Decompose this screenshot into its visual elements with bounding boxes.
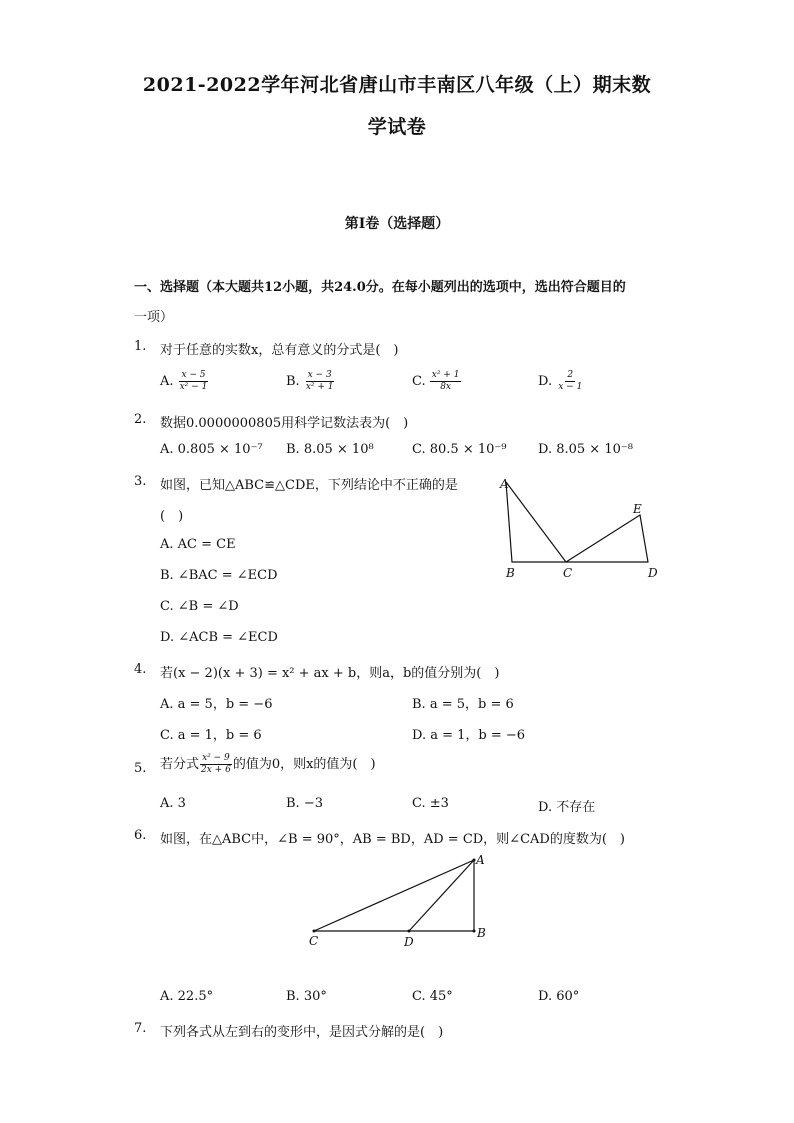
vertex-label-c: C [309, 934, 319, 948]
option-b[interactable]: B. 30° [286, 989, 327, 1004]
vertex-label-e: E [633, 502, 642, 516]
question-number: 1. [134, 339, 147, 354]
question-stem: 如图，已知△ABC≌△CDE，下列结论中不正确的是 [160, 478, 458, 493]
option-b[interactable]: B. a = 5，b = 6 [412, 697, 514, 712]
option-label: A. [160, 374, 174, 389]
option-b[interactable]: B. ∠BAC = ∠ECD [160, 568, 278, 583]
point-c [313, 930, 316, 933]
fraction: $\frac{2}{x - 1}$ [558, 370, 583, 392]
paper-title-line1: 2021-2022学年河北省唐山市丰南区八年级（上）期末数 [142, 74, 652, 96]
option-a[interactable]: A. 3 [160, 796, 186, 811]
option-a[interactable]: A. 0.805 × 10⁻⁷ [160, 442, 263, 457]
triangle-cde [566, 515, 648, 562]
question-number: 7. [134, 1021, 147, 1036]
vertex-label-d: D [404, 935, 414, 949]
vertex-label-b: B [506, 566, 515, 580]
vertex-label-a: A [500, 477, 509, 491]
option-c[interactable] [412, 370, 461, 393]
question-stem: 下列各式从左到右的变形中，是因式分解的是( ) [160, 1025, 444, 1040]
option-a[interactable] [160, 370, 209, 393]
segment-ad [409, 860, 474, 931]
question-stem: 如图，在△ABC中，∠B = 90°，AB = BD，AD = CD，则∠CAD的度数为( ) [160, 832, 625, 847]
option-a[interactable]: A. 22.5° [160, 989, 214, 1004]
fraction: $\frac{x - 3}{\text{x² + 1}}$ [305, 370, 334, 392]
question-number: 3. [134, 474, 147, 489]
answer-paren: ( ) [160, 509, 184, 524]
triangle-abc [506, 482, 566, 562]
option-d[interactable]: D. 不存在 [538, 800, 596, 815]
option-c[interactable]: C. 80.5 × 10⁻⁹ [412, 442, 507, 457]
question-number: 5. [134, 761, 147, 776]
vertex-label-a: A [476, 853, 485, 867]
option-d[interactable]: D. ∠ACB = ∠ECD [160, 630, 278, 645]
congruent-triangles-figure [490, 470, 670, 585]
option-c[interactable]: C. ±3 [412, 796, 449, 811]
option-b[interactable]: B. −3 [286, 796, 323, 811]
fraction: $\frac{\text{x² + 1}}{8x}$ [431, 370, 460, 392]
question-stem: 对于任意的实数x，总有意义的分式是( ) [160, 343, 399, 358]
option-b[interactable] [286, 370, 336, 393]
option-a[interactable]: A. a = 5，b = −6 [160, 697, 273, 712]
point-b [473, 930, 476, 933]
segment-ac [314, 860, 474, 931]
section-heading-cont: 一项） [134, 310, 174, 325]
right-triangle-figure [300, 848, 500, 953]
option-label: B. [286, 374, 300, 389]
option-c[interactable]: C. ∠B = ∠D [160, 599, 239, 614]
question-number: 2. [134, 412, 147, 427]
vertex-label-d: D [648, 566, 658, 580]
fraction: $\frac{x - 5}{\text{x² − 1}}$ [179, 370, 208, 392]
question-number: 4. [134, 662, 147, 677]
option-d[interactable] [538, 370, 584, 393]
option-d[interactable]: D. a = 1，b = −6 [412, 728, 526, 743]
volume-heading: 第I卷（选择题） [344, 216, 450, 232]
paper-title-line2: 学试卷 [367, 116, 427, 138]
option-d[interactable]: D. 8.05 × 10⁻⁸ [538, 442, 633, 457]
option-b[interactable]: B. 8.05 × 10⁸ [286, 442, 374, 457]
question-number: 6. [134, 828, 147, 843]
question-stem: 若分式 $\frac{\text{x² − 9}}{2x + 6}$ 的值为0，则x的值为( ) [160, 753, 376, 775]
vertex-label-c: C [563, 566, 573, 580]
option-c[interactable]: C. 45° [412, 989, 453, 1004]
point-d [408, 930, 411, 933]
question-stem: 若(x − 2)(x + 3) = x² + ax + b，则a，b的值分别为( ) [160, 666, 500, 681]
option-c[interactable]: C. a = 1，b = 6 [160, 728, 262, 743]
option-a[interactable]: A. AC = CE [160, 537, 236, 552]
section-heading: 一、选择题（本大题共12小题，共24.0分。在每小题列出的选项中，选出符合题目的 [134, 280, 626, 295]
option-label: C. [412, 374, 426, 389]
option-label: D. [538, 374, 553, 389]
fraction: $\frac{\text{x² − 9}}{2x + 6}$ [201, 753, 231, 775]
vertex-label-b: B [477, 926, 486, 940]
option-d[interactable]: D. 60° [538, 989, 580, 1004]
question-stem: 数据0.0000000805用科学记数法表为( ) [160, 416, 409, 431]
